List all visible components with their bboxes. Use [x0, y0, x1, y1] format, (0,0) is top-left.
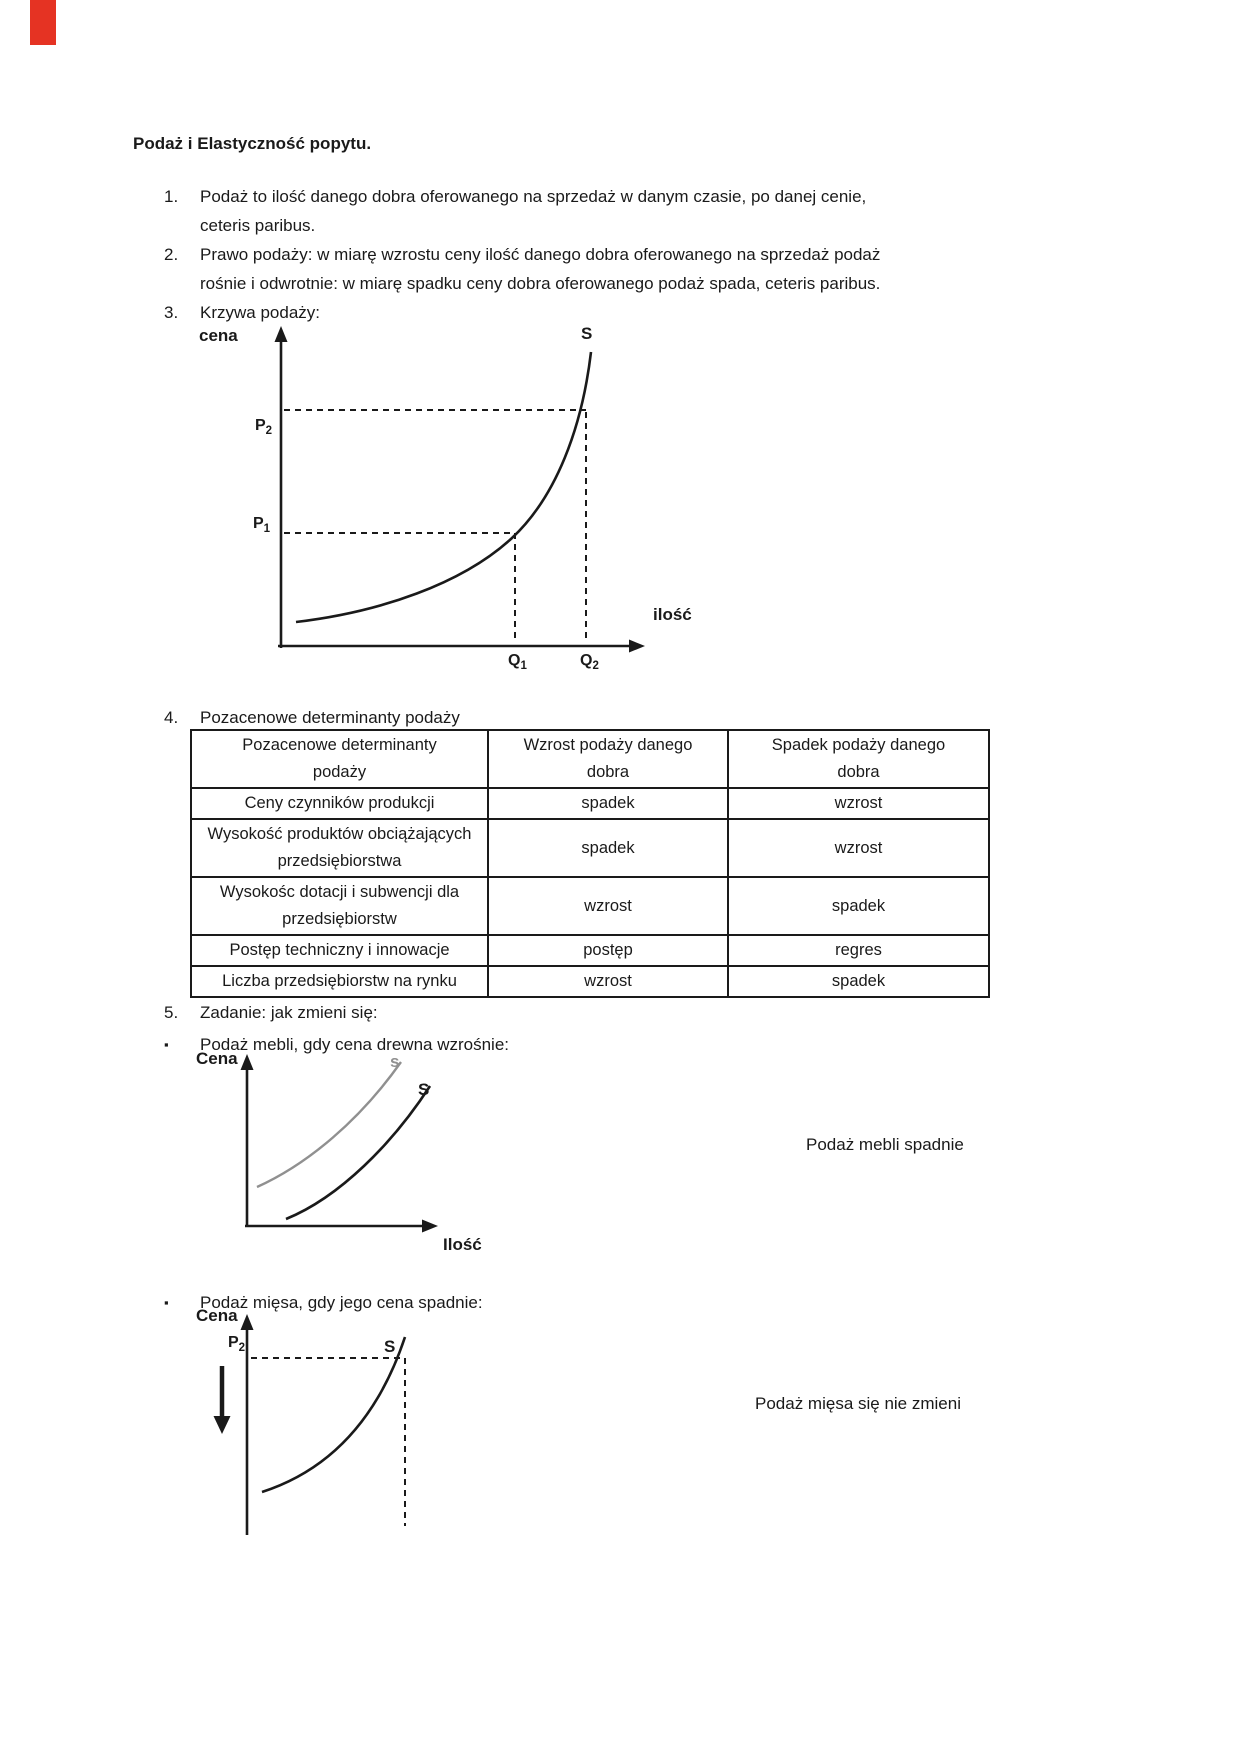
list-text: Prawo podaży: w miarę wzrostu ceny ilość danego dobra oferowanego na sprzedaż podaż rośnie i odwrotnie: w miarę spadku ceny dobra oferowanego podaż spada, ceteris paribus. [200, 245, 881, 293]
list-number: 5. [164, 1003, 179, 1022]
x-axis-label: Ilość [443, 1235, 482, 1254]
table-cell: spadek [488, 788, 728, 819]
list-number: 3. [164, 303, 179, 322]
p2-label: $P_2$ [255, 417, 273, 438]
supply-curve [296, 352, 591, 622]
table-cell: Wysokośc dotacji i subwencji dla przedsiębiorstw [191, 877, 488, 935]
p2-label: $P_2$ [228, 1334, 246, 1355]
table-cell: regres [728, 935, 989, 966]
answer-meat: Podaż mięsa się nie zmieni [755, 1394, 961, 1413]
table-header-cell: Spadek podaży danego dobra [728, 730, 989, 788]
table-row [191, 966, 989, 997]
list-item-4 [164, 703, 920, 732]
bullet-text: Podaż mięsa, gdy jego cena spadnie: [200, 1293, 483, 1312]
y-axis-label: Cena [196, 1049, 238, 1068]
table-cell: postęp [488, 935, 728, 966]
page-title: Podaż i Elastyczność popytu. [133, 134, 372, 153]
y-axis-label: Cena [196, 1306, 238, 1325]
old-supply-curve-label: s [390, 1052, 400, 1071]
bullet-text: Podaż mebli, gdy cena drewna wzrośnie: [200, 1035, 509, 1054]
list-item-2 [164, 240, 920, 298]
list-text: Zadanie: jak zmieni się: [200, 1003, 378, 1022]
table-header-cell: Wzrost podaży danego dobra [488, 730, 728, 788]
list-text: Pozacenowe determinanty podaży [200, 708, 460, 727]
q2-label: $Q_2$ [580, 652, 599, 673]
table-row [191, 935, 989, 966]
x-axis-label: ilość [653, 605, 692, 624]
x-axis-arrow-icon [629, 640, 645, 653]
table-cell: wzrost [488, 877, 728, 935]
table-cell: Liczba przedsiębiorstw na rynku [191, 966, 488, 997]
bullet-item-1 [164, 1030, 920, 1059]
table-cell: wzrost [728, 788, 989, 819]
table-cell: Postęp techniczny i innowacje [191, 935, 488, 966]
list-item-5 [164, 998, 920, 1027]
supply-curve [262, 1337, 405, 1492]
y-axis-arrow-icon [275, 326, 288, 342]
table-cell: wzrost [728, 819, 989, 877]
supply-curve-label: S [384, 1337, 396, 1356]
determinants-table [190, 729, 990, 998]
list-text: Krzywa podaży: [200, 303, 320, 322]
answer-furniture: Podaż mebli spadnie [806, 1135, 964, 1154]
list-text: Podaż to ilość danego dobra oferowanego na sprzedaż w danym czasie, po danej cenie, ceteris paribus. [200, 187, 867, 235]
list-number: 2. [164, 245, 179, 264]
bullet-icon: ▪ [164, 1037, 169, 1052]
bullet-item-2 [164, 1288, 920, 1317]
table-row [191, 877, 989, 935]
table-row [191, 819, 989, 877]
x-axis-arrow-icon [422, 1220, 438, 1233]
bullet-icon: ▪ [164, 1295, 169, 1310]
furniture-supply-chart [241, 1054, 439, 1233]
table-cell: spadek [488, 819, 728, 877]
supply-curve-label: S [581, 324, 593, 343]
p1-label: $P_1$ [253, 515, 271, 536]
supply-curve-chart [275, 326, 646, 653]
list-number: 1. [164, 187, 179, 206]
price-drop-arrow-icon [214, 1416, 231, 1434]
list-number: 4. [164, 708, 179, 727]
list-item-1 [164, 182, 920, 240]
new-supply-curve [286, 1086, 430, 1219]
table-cell: Ceny czynników produkcji [191, 788, 488, 819]
table-cell: Wysokość produktów obciążających przedsiębiorstwa [191, 819, 488, 877]
table-cell: spadek [728, 966, 989, 997]
y-axis-label: cena [199, 326, 238, 345]
list-item-3 [164, 298, 920, 327]
table-header-cell: Pozacenowe determinanty podaży [191, 730, 488, 788]
table-cell: spadek [728, 877, 989, 935]
old-supply-curve [257, 1062, 401, 1187]
table-cell: wzrost [488, 966, 728, 997]
table-header-row [191, 730, 989, 788]
table-row [191, 788, 989, 819]
q1-label: $Q_1$ [508, 652, 527, 673]
new-supply-curve-label: S [418, 1080, 430, 1099]
red-corner-mark [30, 0, 56, 45]
